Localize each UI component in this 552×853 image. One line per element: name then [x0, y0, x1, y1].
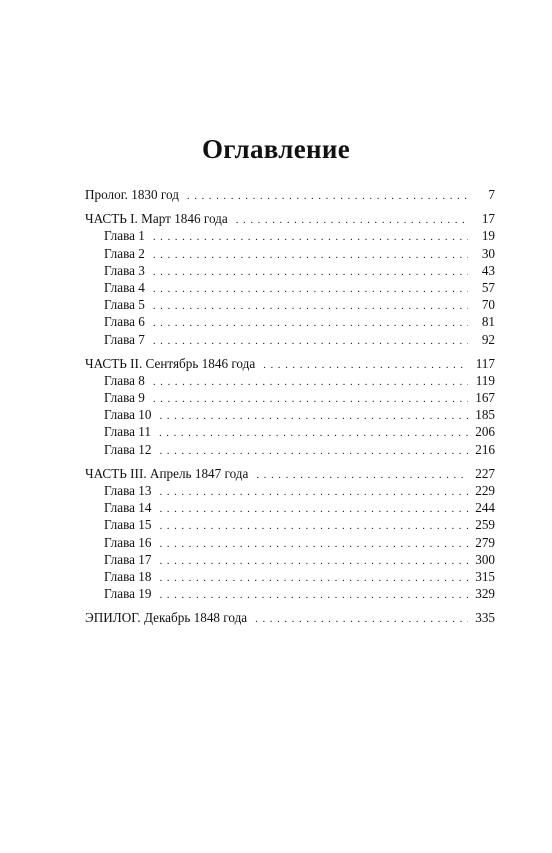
toc-page-number: 81 [481, 314, 495, 330]
toc-page-number: 315 [475, 568, 495, 584]
toc-chapter-entry [85, 568, 495, 585]
toc-page-number: 329 [475, 586, 495, 602]
toc-entry-label: Пролог. 1830 год [85, 187, 179, 202]
toc-entry-label: ЧАСТЬ III. Апрель 1847 года [85, 465, 249, 481]
dot-leader [153, 374, 468, 391]
toc-chapter-entry [85, 227, 495, 244]
toc-entry-label: ЭПИЛОГ. Декабрь 1848 года [85, 610, 248, 626]
toc-page-number: 259 [475, 517, 495, 533]
toc-chapter-entry [85, 331, 495, 348]
toc-page-number: 279 [475, 534, 495, 550]
dot-leader [263, 357, 468, 374]
toc-entry-label: Глава 4 [104, 279, 145, 295]
toc-page-number: 229 [475, 483, 495, 498]
dot-leader [153, 264, 468, 281]
dot-leader [159, 501, 468, 518]
dot-leader [159, 484, 468, 501]
toc-page-number: 17 [481, 211, 495, 227]
dot-leader [255, 611, 468, 628]
toc-page-number: 216 [475, 441, 495, 457]
toc-entry-label: Глава 9 [104, 390, 145, 406]
dot-leader [187, 188, 468, 205]
toc-part-entry [85, 355, 495, 372]
toc-entry-label: Глава 13 [104, 483, 152, 498]
toc-chapter-entry [85, 423, 495, 440]
dot-leader [153, 333, 468, 350]
toc-page-number: 167 [475, 390, 495, 406]
toc-entry-label: Глава 1 [104, 228, 145, 244]
dot-leader [153, 391, 468, 408]
toc-page-number: 335 [475, 610, 495, 626]
toc-entry-label: Глава 11 [104, 424, 151, 440]
toc-entry-label: Глава 18 [104, 568, 152, 584]
toc-page-number: 43 [481, 262, 495, 278]
dot-leader [159, 443, 468, 460]
toc-page-number: 244 [475, 500, 495, 516]
dot-leader [159, 570, 468, 587]
toc-entry-label: Глава 14 [104, 500, 152, 516]
toc-chapter-entry [85, 482, 495, 499]
toc-page-number: 206 [475, 424, 495, 440]
toc-chapter-entry [85, 313, 495, 330]
toc-chapter-entry [85, 406, 495, 423]
toc-page-number: 227 [475, 465, 495, 481]
toc-entry-label: Глава 8 [104, 372, 145, 388]
toc-chapter-entry [85, 585, 495, 602]
toc-chapter-entry [85, 551, 495, 568]
toc-chapter-entry [85, 296, 495, 313]
toc-page-number: 119 [475, 372, 495, 388]
toc-chapter-entry [85, 441, 495, 458]
dot-leader [236, 212, 468, 229]
dot-leader [159, 587, 468, 604]
toc-page-number: 117 [475, 355, 495, 371]
dot-leader [153, 229, 468, 246]
toc-chapter-entry [85, 534, 495, 551]
toc-page-number: 7 [488, 187, 495, 202]
toc-chapter-entry [85, 245, 495, 262]
dot-leader [256, 467, 468, 484]
toc-chapter-entry [85, 262, 495, 279]
toc-page-number: 300 [475, 551, 495, 567]
toc-entry-label: Глава 17 [104, 551, 152, 567]
toc-part-entry [85, 465, 495, 482]
toc-entry-label: ЧАСТЬ II. Сентябрь 1846 года [85, 355, 256, 371]
toc-chapter-entry [85, 516, 495, 533]
toc-entry-label: Глава 7 [104, 331, 145, 347]
toc-chapter-entry [85, 372, 495, 389]
dot-leader [159, 408, 468, 425]
toc-chapter-entry [85, 279, 495, 296]
toc-part-entry [85, 210, 495, 227]
toc-chapter-entry [85, 389, 495, 406]
dot-leader [153, 298, 468, 315]
dot-leader [153, 281, 468, 298]
toc-entry-label: Глава 6 [104, 314, 145, 330]
dot-leader [159, 536, 468, 553]
toc-entry-label: Глава 10 [104, 407, 152, 423]
toc-entry-label: Глава 2 [104, 245, 145, 261]
toc-chapter-entry [85, 499, 495, 516]
dot-leader [153, 315, 468, 332]
page-title: Оглавление [202, 134, 350, 164]
toc-page-number: 30 [481, 245, 495, 261]
toc-entry-label: Глава 5 [104, 297, 145, 313]
table-of-contents [85, 186, 495, 627]
dot-leader [159, 425, 468, 442]
toc-page-number: 185 [475, 407, 495, 423]
toc-part-entry [85, 609, 495, 626]
toc-entry-label: Глава 16 [104, 534, 152, 550]
toc-entry-label: Глава 12 [104, 441, 152, 457]
toc-part-entry [85, 186, 495, 203]
toc-page-number: 19 [481, 228, 495, 244]
toc-page-number: 92 [481, 331, 495, 347]
toc-page-number: 57 [481, 279, 495, 295]
toc-page-number: 70 [481, 297, 495, 313]
toc-entry-label: Глава 3 [104, 262, 145, 278]
toc-entry-label: ЧАСТЬ I. Март 1846 года [85, 211, 228, 227]
toc-entry-label: Глава 19 [104, 586, 152, 602]
dot-leader [159, 518, 468, 535]
toc-entry-label: Глава 15 [104, 517, 152, 533]
dot-leader [153, 247, 468, 264]
dot-leader [159, 553, 468, 570]
